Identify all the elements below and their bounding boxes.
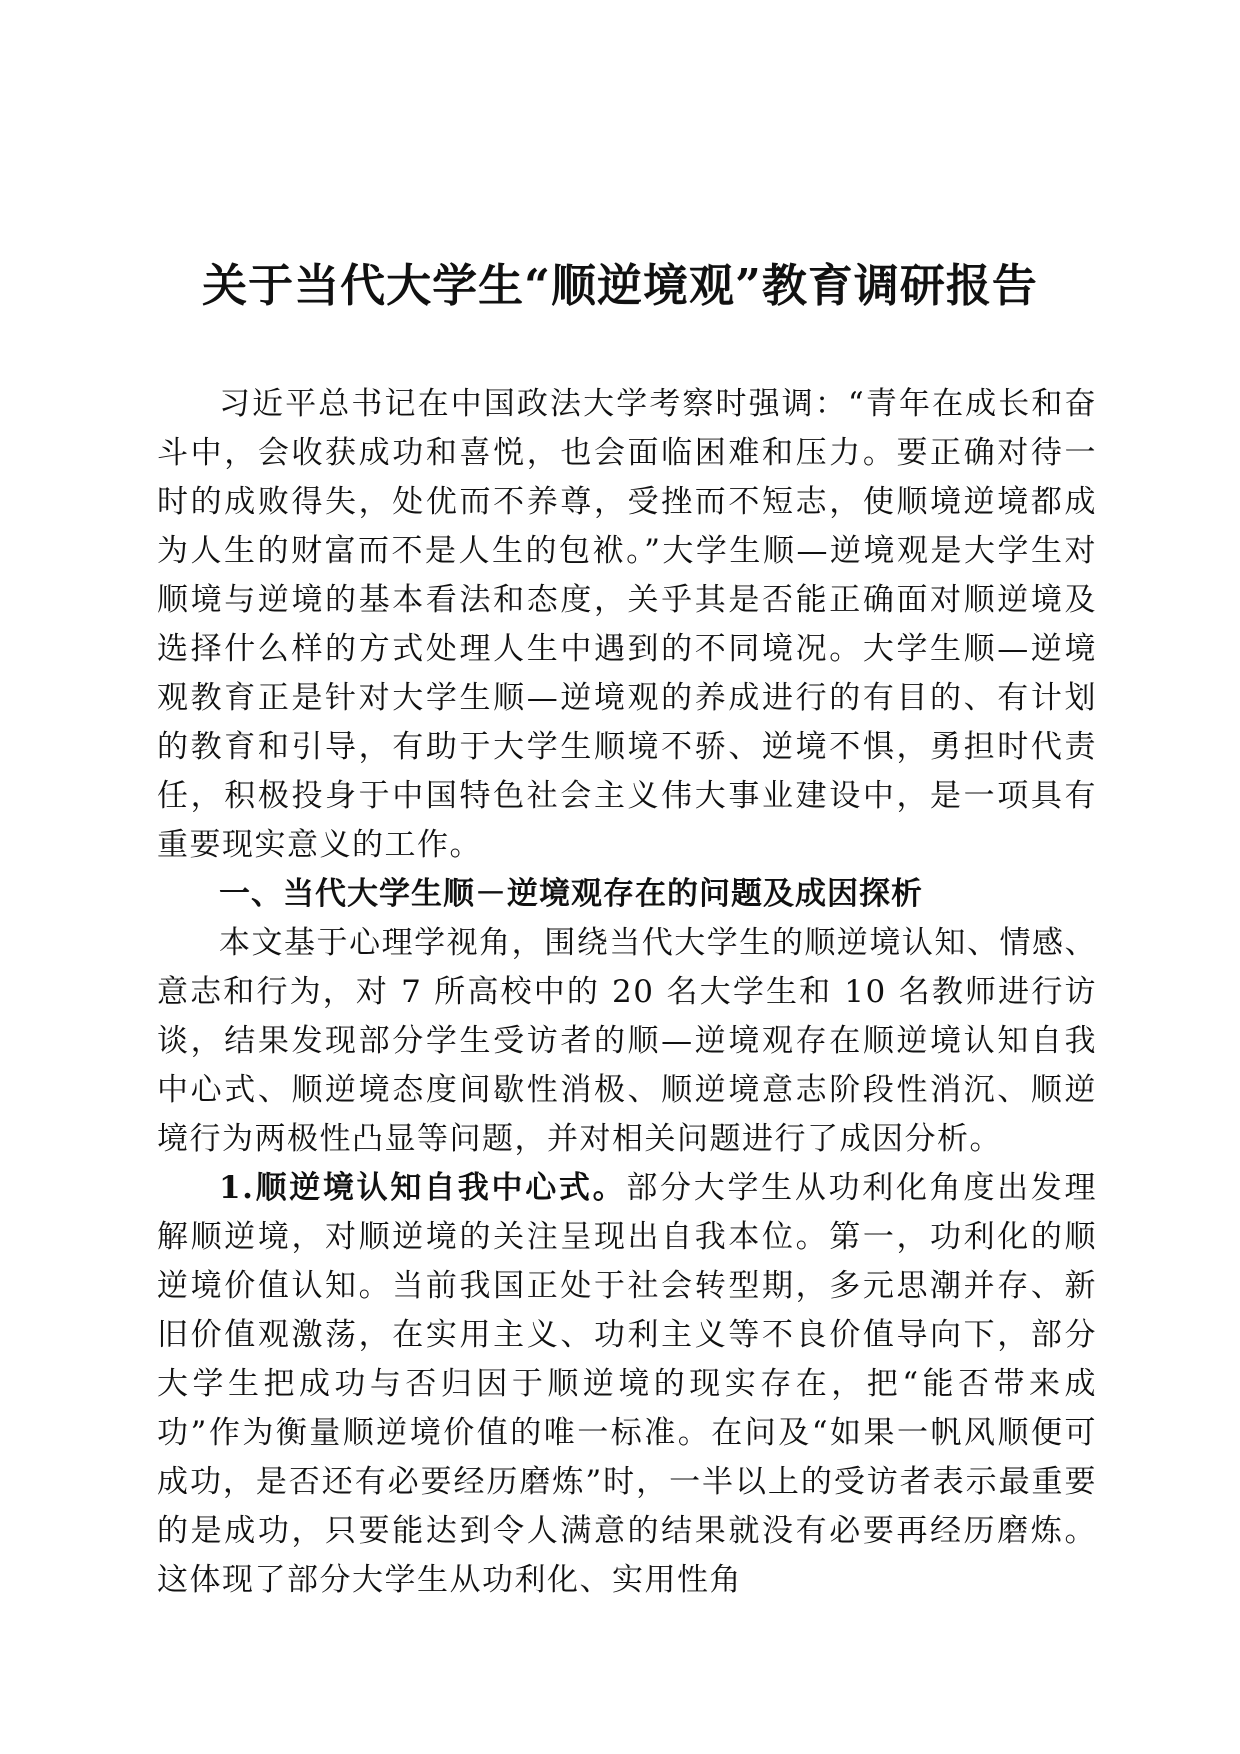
section-heading: 一、当代大学生顺－逆境观存在的问题及成因探析 [219, 876, 923, 912]
document-body [157, 380, 1097, 1605]
document-title: 关于当代大学生“顺逆境观”教育调研报告 [202, 259, 1038, 312]
point-text: 部分大学生从功利化角度出发理解顺逆境，对顺逆境的关注呈现出自我本位。第一，功利化的顺逆境价值认知。当前我国正处于社会转型期，多元思潮并存、新旧价值观激荡，在实用主义、功利主义等不良价值导向下，部分大学生把成功与否归因于顺逆境的现实存在，把“能否带来成功”作为衡量顺逆境价值的唯一标准。在问及“如果一帆风顺便可成功，是否还有必要经历磨炼”时，一半以上的受访者表示最重要的是成功，只要能达到令人满意的结果就没有必要再经历磨炼。这体现了部分大学生从功利化、实用性角 [157, 1170, 1097, 1598]
point-lead: 1.顺逆境认知自我中心式。 [219, 1170, 627, 1206]
point-paragraph [157, 1164, 1097, 1605]
section-paragraph: 本文基于心理学视角，围绕当代大学生的顺逆境认知、情感、意志和行为，对 7 所高校中的 20 名大学生和 10 名教师进行访谈，结果发现部分学生受访者的顺—逆境观存在顺逆境认知自我中心式、顺逆境态度间歇性消极、顺逆境意志阶段性消沉、顺逆境行为两极性凸显等问题，并对相关问题进行了成因分析。 [157, 925, 1097, 1157]
intro-paragraph: 习近平总书记在中国政法大学考察时强调：“青年在成长和奋斗中，会收获成功和喜悦，也会面临困难和压力。要正确对待一时的成败得失，处优而不养尊，受挫而不短志，使顺境逆境都成为人生的财富而不是人生的包袱。”大学生顺—逆境观是大学生对顺境与逆境的基本看法和态度，关乎其是否能正确面对顺逆境及选择什么样的方式处理人生中遇到的不同境况。大学生顺—逆境观教育正是针对大学生顺—逆境观的养成进行的有目的、有计划的教育和引导，有助于大学生顺境不骄、逆境不惧，勇担时代责任，积极投身于中国特色社会主义伟大事业建设中，是一项具有重要现实意义的工作。 [157, 386, 1097, 863]
